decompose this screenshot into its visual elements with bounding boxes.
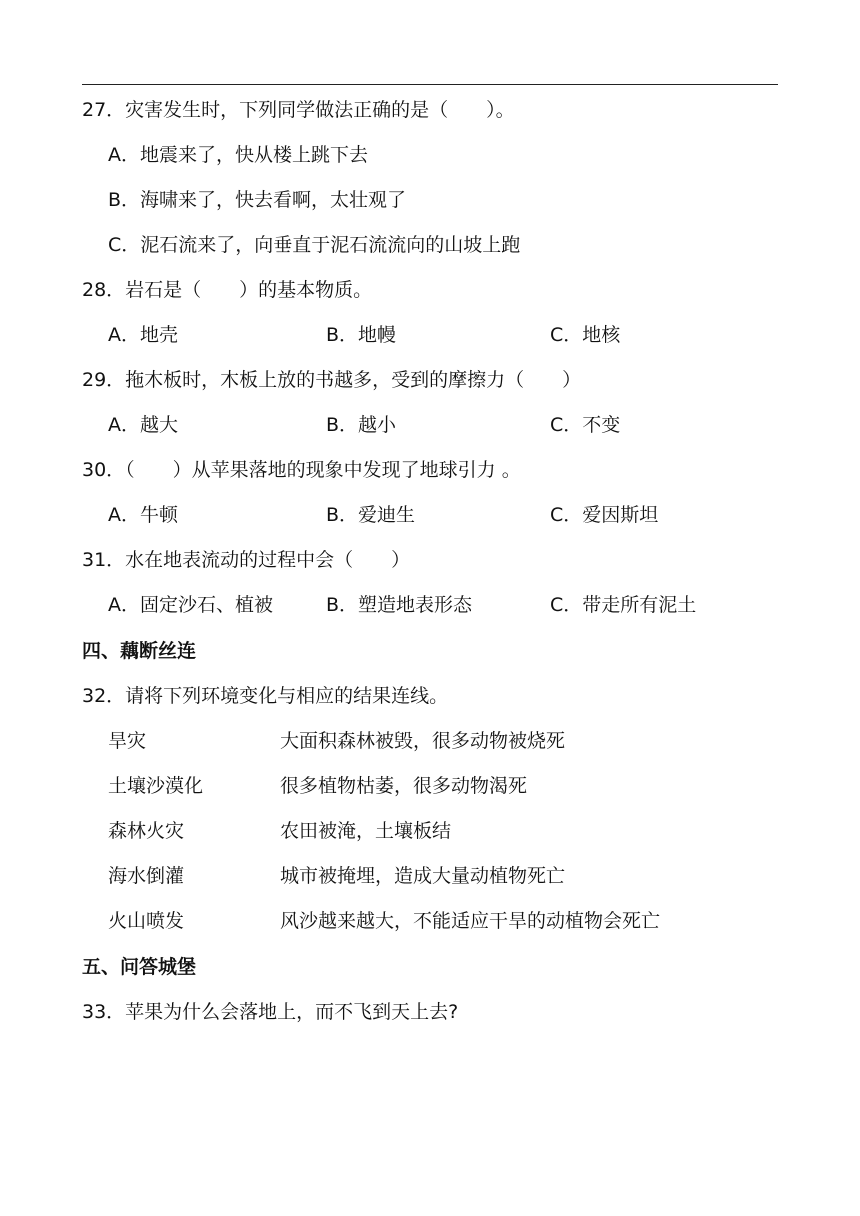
question-27-option-c: C．泥石流来了，向垂直于泥石流流向的山坡上跑 (108, 234, 521, 256)
question-27: 27．灾害发生时，下列同学做法正确的是（ ）。 (82, 99, 515, 121)
question-30-options (108, 503, 768, 527)
question-29: 29．拖木板时，木板上放的书越多，受到的摩擦力（ ） (82, 369, 582, 391)
match-row (108, 864, 768, 888)
match-left-item: 火山喷发 (108, 910, 185, 932)
question-29-option-b: B．越小 (326, 414, 397, 436)
match-left-item: 旱灾 (108, 730, 147, 752)
question-28: 28．岩石是（ ）的基本物质。 (82, 279, 373, 301)
question-28-option-a: A．地壳 (108, 324, 178, 346)
match-left-item: 土壤沙漠化 (108, 775, 204, 797)
question-27-option-a: A．地震来了，快从楼上跳下去 (108, 144, 368, 166)
question-30: 30．（ ）从苹果落地的现象中发现了地球引力 。 (82, 459, 521, 481)
match-row (108, 909, 768, 933)
match-row (108, 729, 768, 753)
section-heading-5: 五、问答城堡 (82, 956, 197, 978)
question-30-option-b: B．爱迪生 (326, 504, 416, 526)
match-left-item: 海水倒灌 (108, 865, 185, 887)
question-31: 31．水在地表流动的过程中会（ ） (82, 549, 411, 571)
match-row (108, 774, 768, 798)
question-31-options (108, 593, 768, 617)
match-right-item: 很多植物枯萎，很多动物渴死 (280, 775, 528, 797)
match-right-item: 城市被掩埋，造成大量动植物死亡 (280, 865, 566, 887)
question-28-options (108, 323, 768, 347)
question-27-option-b: B．海啸来了，快去看啊，太壮观了 (108, 189, 407, 211)
question-28-option-c: C．地核 (550, 324, 621, 346)
match-row (108, 819, 768, 843)
match-right-item: 风沙越来越大，不能适应干旱的动植物会死亡 (280, 910, 661, 932)
section-heading-4: 四、藕断丝连 (82, 640, 197, 662)
question-31-option-c: C．带走所有泥土 (550, 594, 697, 616)
question-29-option-c: C．不变 (550, 414, 621, 436)
question-28-option-b: B．地幔 (326, 324, 397, 346)
question-29-option-a: A．越大 (108, 414, 178, 436)
question-30-option-c: C．爱因斯坦 (550, 504, 659, 526)
match-right-item: 农田被淹，土壤板结 (280, 820, 452, 842)
question-33: 33．苹果为什么会落地上，而不飞到天上去? (82, 1001, 459, 1023)
question-29-options (108, 413, 768, 437)
match-right-item: 大面积森林被毁，很多动物被烧死 (280, 730, 566, 752)
question-31-option-a: A．固定沙石、植被 (108, 594, 273, 616)
header-rule (82, 84, 778, 85)
question-32: 32．请将下列环境变化与相应的结果连线。 (82, 685, 449, 707)
question-30-option-a: A．牛顿 (108, 504, 178, 526)
question-31-option-b: B．塑造地表形态 (326, 594, 473, 616)
match-left-item: 森林火灾 (108, 820, 185, 842)
